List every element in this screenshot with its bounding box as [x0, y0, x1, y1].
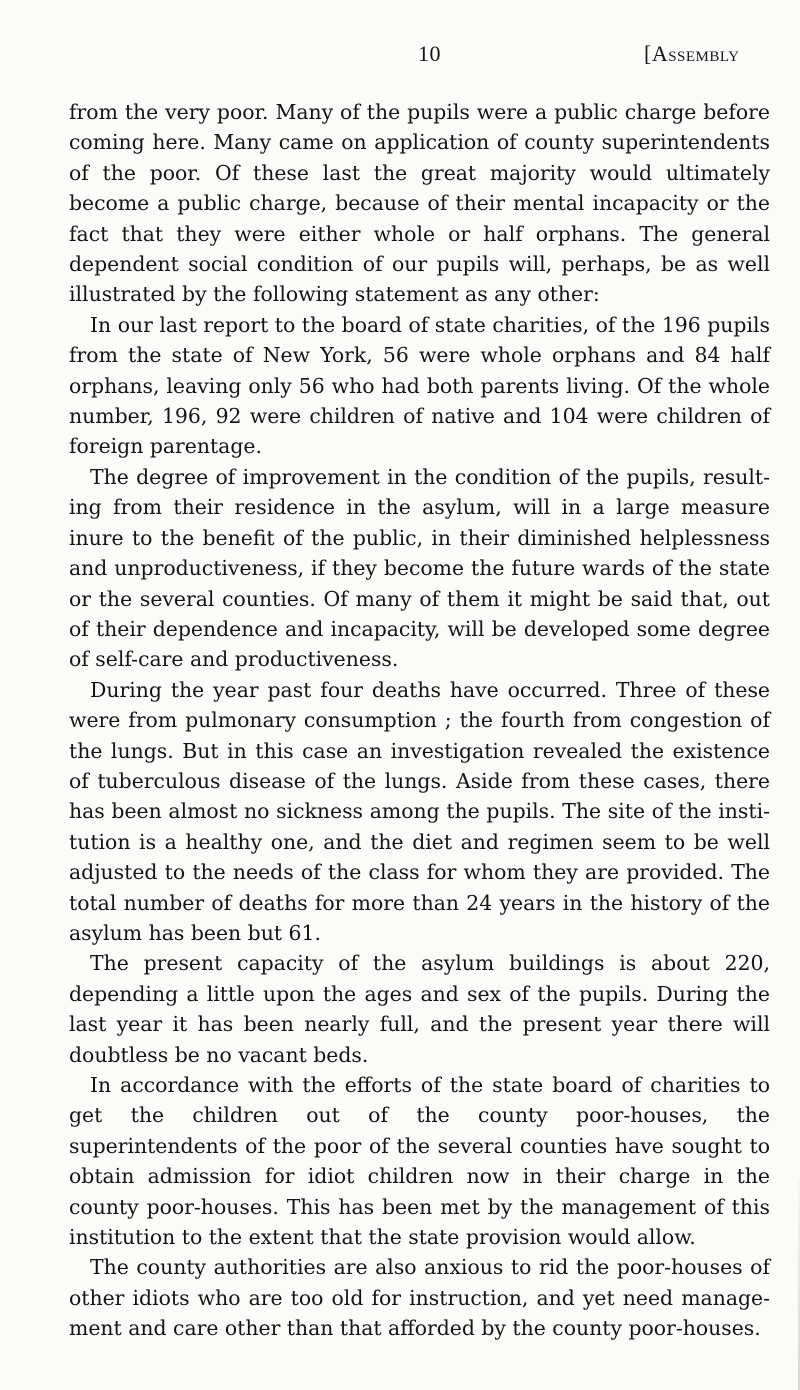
paragraph-county-authorities: The county authorities are also anxious to rid the poor-houses of other idiots who are too old for instruction, and yet need management and care other than that afforded by the county poor-houses.	[69, 1255, 770, 1341]
page-number: 10	[418, 41, 441, 66]
running-header	[69, 42, 770, 74]
paragraph-deaths-health: During the year past four deaths have occurred. Three of these were from pulmonary consumption ; the fourth from congestion of the lungs. But in this case an investigation revealed the existence of tuberculous disease of the lungs. Aside from these cases, there has been almost no sickness among the pupils. The site of the institution is a healthy one, and the diet and regimen seem to be well adjusted to the needs of the class for whom they are provided. The total number of deaths for more than 24 years in the history of the asylum has been but 61.	[69, 677, 770, 945]
paragraph-orphan-statistics: In our last report to the board of state charities, of the 196 pupils from the state of New York, 56 were whole orphans and 84 half orphans, leaving only 56 who had both parents living. Of the whole number, 196, 92 were children of native and 104 were children of foreign parentage.	[69, 312, 770, 459]
paragraph-improvement: The degree of improvement in the condition of the pupils, resulting from their residence in the asylum, will in a large measure inure to the benefit of the public, in their diminished helplessness and unproductiveness, if they become the future wards of the state or the several counties. Of many of them it might be said that, out of their dependence and incapacity, will be developed some degree of self-care and productiveness.	[69, 464, 770, 672]
running-title: [Assembly	[644, 41, 740, 66]
paragraph-capacity: The present capacity of the asylum buildings is about 220, depending a little upon the ages and sex of the pupils. During the last year it has been nearly full, and the present year there will doubtless be no vacant beds.	[69, 951, 770, 1067]
paragraph-county-poor-houses: In accordance with the efforts of the state board of charities to get the children out of the county poor-houses, the superintendents of the poor of the several counties have sought to obtain admission for idiot children now in their charge in the county poor-houses. This has been met by the management of this institution to the extent that the state provision would allow.	[69, 1073, 770, 1250]
body-text	[69, 97, 770, 1344]
paragraph-continuation: from the very poor. Many of the pupils were a public charge before coming here. Many came on application of county superintendents of the poor. Of these last the great majority would ultimately become a public charge, because of their mental incapacity or the fact that they were either whole or half orphans. The general dependent social condition of our pupils will, perhaps, be as well illustrated by the following statement as any other:	[69, 100, 770, 307]
